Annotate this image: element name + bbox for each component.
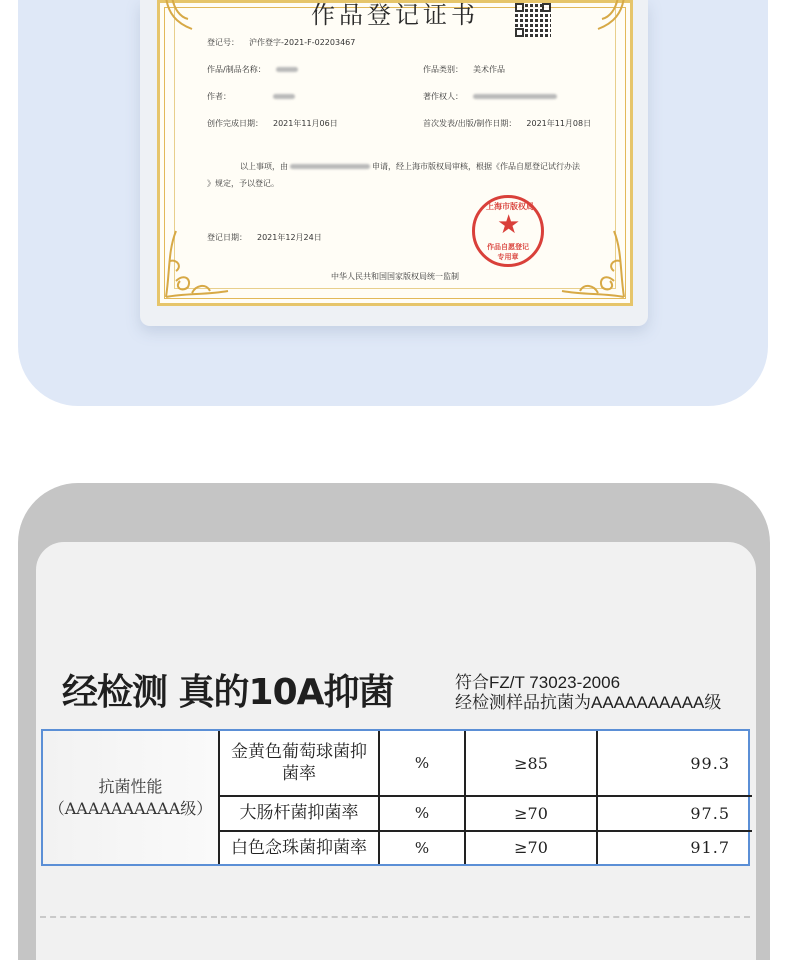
- publish-row: [423, 118, 591, 129]
- reg-date-row: [207, 232, 322, 243]
- category-cell: [43, 731, 219, 864]
- cert-body-part2: 申请，经上海市版权局审核，根据《作品自愿登记试行办法: [372, 162, 580, 171]
- seal-top-text: 上海市版权局: [486, 202, 534, 211]
- cert-body-part1: 以上事项，由: [240, 162, 288, 171]
- cert-body-line1: [240, 161, 580, 172]
- certificate-footer: 中华人民共和国国家版权局统一监制: [331, 272, 459, 281]
- category-line1: 抗菌性能: [98, 776, 163, 796]
- standard-line: 符合FZ/T 73023-2006: [455, 673, 621, 692]
- qr-code-icon: [515, 3, 551, 37]
- work-name-label: 作品/制品名称：: [207, 65, 266, 74]
- category-row: [423, 64, 505, 75]
- work-name-row: [207, 64, 298, 75]
- dashed-divider: [40, 916, 750, 918]
- item-cell: 金黄色葡萄球菌抑菌率: [219, 731, 379, 796]
- certificate-paper: [157, 0, 633, 306]
- section-headline: 经检测 真的10A抑菌: [62, 672, 394, 713]
- seal-line2: 专用章: [497, 253, 519, 261]
- seal-line1: 作品自愿登记: [487, 243, 529, 251]
- certificate-title: 作品登记证书: [311, 1, 479, 29]
- author-row: [207, 91, 295, 102]
- ornament-bottom-right-icon: [558, 221, 628, 301]
- reg-no-row: [207, 37, 355, 48]
- result-cell: 91.7: [597, 831, 752, 864]
- completion-row: [207, 118, 338, 129]
- completion-value: 2021年11月06日: [273, 119, 338, 128]
- author-label: 作者：: [207, 92, 231, 101]
- item-cell: 大肠杆菌抑菌率: [219, 796, 379, 831]
- owner-row: [423, 91, 557, 102]
- category-line2: （AAAAAAAAAA级）: [48, 798, 213, 818]
- redacted-owner: [473, 94, 557, 99]
- redacted-author: [273, 94, 295, 99]
- official-seal: [472, 195, 544, 267]
- table-row: [43, 731, 752, 796]
- grade-line: 经检测样品抗菌为AAAAAAAAAA级: [455, 693, 722, 712]
- category-value: 美术作品: [473, 65, 505, 74]
- publish-value: 2021年11月08日: [526, 119, 592, 128]
- standard-cell: ≥70: [465, 796, 597, 831]
- owner-label: 著作权人：: [423, 92, 463, 101]
- reg-date-label: 登记日期：: [207, 233, 247, 242]
- standard-cell: ≥85: [465, 731, 597, 796]
- result-cell: 97.5: [597, 796, 752, 831]
- results-table-frame: [41, 729, 750, 866]
- reg-date-value: 2021年12月24日: [257, 233, 322, 242]
- completion-label: 创作完成日期：: [207, 119, 263, 128]
- result-cell: 99.3: [597, 731, 752, 796]
- star-icon: ★: [497, 210, 521, 240]
- unit-cell: %: [379, 831, 465, 864]
- cert-body-line2: 》规定，予以登记。: [207, 179, 279, 188]
- results-table: [43, 731, 752, 864]
- standard-cell: ≥70: [465, 831, 597, 864]
- publish-label: 首次发表/出版/制作日期：: [423, 119, 517, 128]
- unit-cell: %: [379, 731, 465, 796]
- unit-cell: %: [379, 796, 465, 831]
- category-label: 作品类别：: [423, 65, 463, 74]
- redacted-applicant: [290, 164, 370, 169]
- item-cell: 白色念珠菌抑菌率: [219, 831, 379, 864]
- reg-no-value: 沪作登字-2021-F-02203467: [249, 38, 356, 47]
- reg-no-label: 登记号：: [207, 38, 239, 47]
- redacted-work-name: [276, 67, 298, 72]
